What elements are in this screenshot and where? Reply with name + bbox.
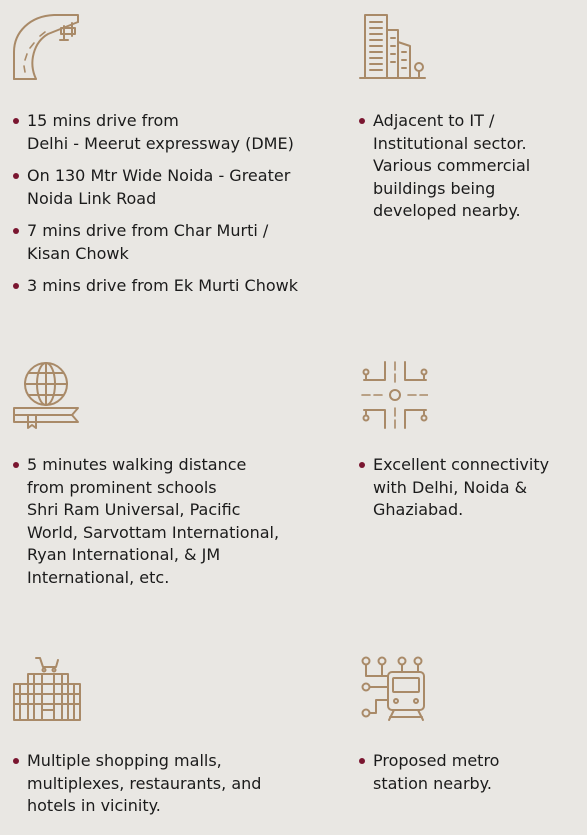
list-item: 7 mins drive from Char Murti / Kisan Chowk <box>12 220 332 265</box>
list-item: Multiple shopping malls, multiplexes, restaurants, and hotels in vicinity. <box>12 750 332 818</box>
bullet-list <box>358 110 583 223</box>
shopping-mall-icon <box>12 654 332 724</box>
bullet-list <box>12 750 332 818</box>
list-item: 15 mins drive from Delhi - Meerut expressway (DME) <box>12 110 332 155</box>
list-item: Proposed metro station nearby. <box>358 750 583 795</box>
bullet-list <box>12 454 332 589</box>
bullet-list <box>358 454 583 522</box>
road-icon <box>12 12 332 82</box>
section-shopping <box>12 654 332 828</box>
list-item: Excellent connectivity with Delhi, Noida & Ghaziabad. <box>358 454 583 522</box>
section-metro <box>358 654 583 805</box>
list-item: 5 minutes walking distance from prominent schools Shri Ram Universal, Pacific World, Sarvottam International, Ryan International, & JM International, etc. <box>12 454 332 589</box>
section-office <box>358 12 583 233</box>
metro-train-icon <box>358 654 583 724</box>
section-schools <box>12 360 332 599</box>
section-road <box>12 12 332 308</box>
list-item: 3 mins drive from Ek Murti Chowk <box>12 275 332 298</box>
globe-on-book-icon <box>12 360 332 430</box>
list-item: Adjacent to IT / Institutional sector. Various commercial buildings being developed nearby. <box>358 110 583 223</box>
bullet-list <box>12 110 332 298</box>
office-buildings-icon <box>358 12 583 82</box>
section-connectivity <box>358 360 583 532</box>
crossroads-circuit-icon <box>358 360 583 430</box>
list-item: On 130 Mtr Wide Noida - Greater Noida Link Road <box>12 165 332 210</box>
bullet-list <box>358 750 583 795</box>
